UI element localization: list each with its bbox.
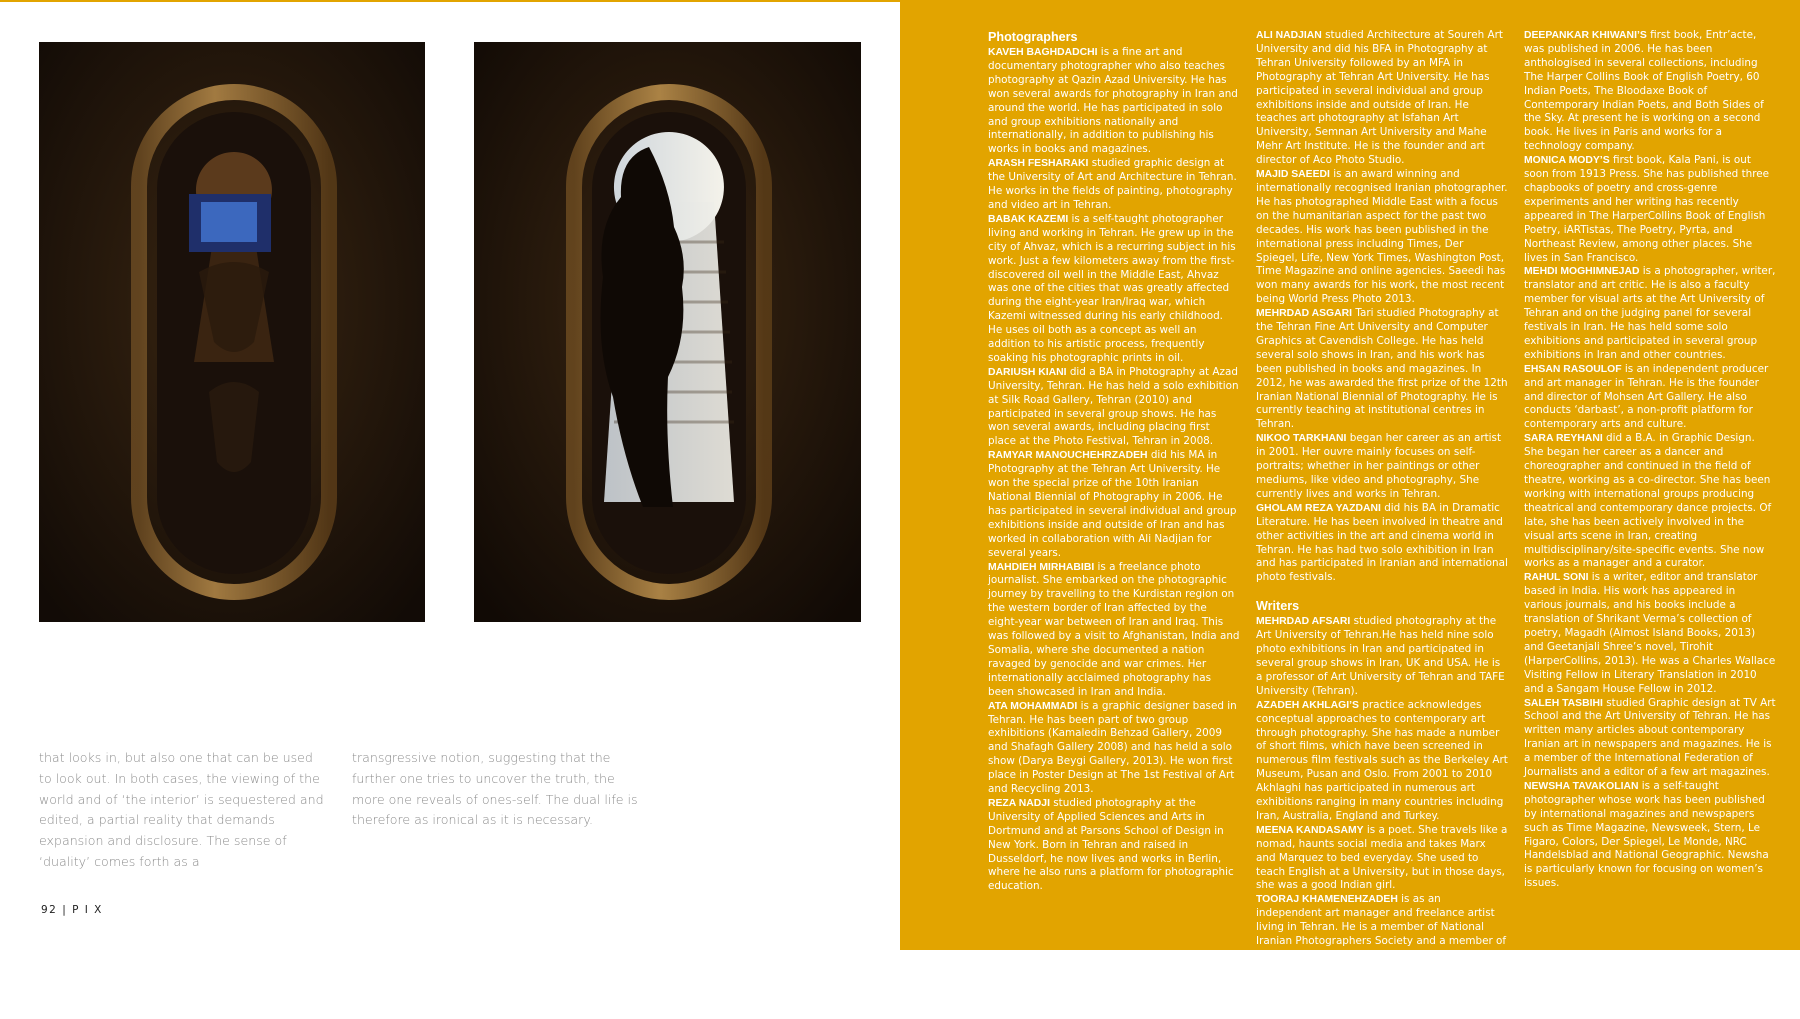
bio-name: MEHRDAD AFSARI: [1256, 616, 1351, 628]
bio-text: did his BA in Dramatic Literature. He has been involved in theatre and other activities in the art and cinema world in Tehran. He has had two solo exhibition in Iran and has participated in Iranian and international photo festivals.: [1256, 501, 1508, 584]
bio-entry: [1256, 168, 1508, 307]
caption-column-1: that looks in, but also one that can be used to look out. In both cases, the viewing of the world and of ‘the interior’ is sequestered and edited, a partial reality that demands expansion and disclosure. The sense of ‘duality’ comes forth as a: [39, 750, 324, 869]
bio-entry: [1256, 432, 1508, 502]
bio-name: RAMYAR MANOUCHEHRZADEH: [988, 450, 1148, 462]
bio-entry: [1524, 571, 1776, 696]
bio-text: studied Graphic design at TV Art School and the Art University of Tehran. He has written many articles about contemporary Iranian art in newspapers and magazines. He is a member of the International Federation of Journalists and a editor of a few art magazines.: [1524, 696, 1776, 779]
bio-name: NIKOO TARKHANI: [1256, 433, 1347, 445]
bio-text: is a photographer, writer, translator and art critic. He is also a faculty member for visual arts at the Art University of Tehran and on the judging panel for several festivals in Iran. He has held some solo exhibitions and participated in several group exhibitions in Iran and other countries.: [1524, 265, 1776, 361]
bio-entry: [988, 46, 1240, 157]
bio-text: is a self-taught photographer living and working in Tehran. He grew up in the city of Ahvaz, which is a recurring subject in his work. Just a few kilometers away from the first-discovered oil well in the Middle East, Ahvaz was one of the cities that was greatly affected during the eight-year Iran/Iraq war, which Kazemi witnessed during his early childhood. He uses oil both as a concept as well an addition to his artistic process, frequently soaking his photographic prints in oil.: [988, 212, 1236, 364]
bio-name: EHSAN RASOULOF: [1524, 363, 1622, 375]
bio-entry: [988, 213, 1240, 366]
bio-name: KAVEH BAGHDADCHI: [988, 47, 1098, 58]
bio-name: BABAK KAZEMI: [988, 213, 1069, 225]
right-page: [900, 0, 1800, 1017]
bio-entry: [988, 366, 1240, 449]
bio-entry: [1524, 154, 1776, 265]
keyhole-television-image: [39, 42, 425, 622]
bio-text: is a fine art and documentary photographer who also teaches photography at Qazin Azad University. He has won several awards for photography in Iran and around the world. He has participated in solo and group exhibitions nationally and internationally, in addition to publishing his works in books and magazines.: [988, 46, 1238, 156]
bio-text: is a poet. She travels like a nomad, haunts social media and takes Marx and Marquez to bed everyday. She used to teach English at a University, but in those days, she was a good Indian girl.: [1256, 823, 1508, 892]
bio-name: SALEH TASBIHI: [1524, 697, 1603, 709]
bio-name: MEHRDAD ASGARI: [1256, 308, 1353, 320]
photo-keyhole-television: [39, 42, 425, 622]
bio-text: did a BA in Photography at Azad University, Tehran. He has held a solo exhibition at Silk Road Gallery, Tehran (2010) and participated in several group shows. He has won several awards, including placing first place at the Photo Festival, Tehran in 2008.: [988, 365, 1239, 448]
bio-text: studied graphic design at the University of Art and Architecture in Tehran. He works in the fields of painting, photography and video art in Tehran.: [988, 157, 1237, 211]
bio-name: MAHDIEH MIRHABIBI: [988, 561, 1095, 573]
bio-column-1: [988, 29, 1240, 894]
bio-text: is an independent producer and art manager in Tehran. He is the founder and director of Mohsen Art Gallery. He also conducts ‘darbast’, a non-profit platform for contemporary arts and culture.: [1524, 362, 1769, 431]
bio-text: did a B.A. in Graphic Design. She began her career as a dancer and choreographer and continued in the field of theatre, working as a co-director. She has been working with international groups producing theatrical and contemporary dance projects. Of late, she has been actively involved in the visual arts scene in Iran, creating multidisciplinary/site-specific events. She now works as a manager and a curator.: [1524, 432, 1772, 570]
bio-name: REZA NADJI: [988, 797, 1050, 809]
bio-name: MAJID SAEEDI: [1256, 169, 1330, 181]
bio-entry: [1256, 824, 1508, 894]
page-folio: 92 | P I X: [41, 904, 103, 916]
bio-entry: [1256, 502, 1508, 585]
bio-name: RAHUL SONI: [1524, 572, 1589, 584]
bio-entry: [1524, 780, 1776, 891]
bio-column-3: [1524, 29, 1776, 891]
bio-name: TOORAJ KHAMENEHZADEH: [1256, 894, 1398, 906]
bio-name: AZADEH AKHLAGI’S: [1256, 699, 1359, 711]
bio-name: SARA REYHANI: [1524, 433, 1603, 445]
bio-entry: [1524, 697, 1776, 780]
bio-text: studied photography at the Art University of Tehran.He has held nine solo photo exhibitions in Iran and participated in several group shows in Iran, UK and USA. He is a professor of Art University of Tehran and TAFE University (Tehran).: [1256, 615, 1505, 697]
bio-text: Tari studied Photography at the Tehran Fine Art University and Computer Graphics at Cavendish College. He has held several solo shows in Iran, and his work has been published in books and magazines. In 2012, he was awarded the first prize of the 12th Iranian National Biennial of Photography. He is currently teaching at institutional centres in Tehran.: [1256, 307, 1508, 431]
keyhole-woman-image: [474, 42, 861, 622]
bio-entry: [988, 797, 1240, 894]
bio-name: DEEPANKAR KHIWANI’S: [1524, 30, 1647, 41]
writers-heading: Writers: [1256, 599, 1300, 614]
bio-entry: [1256, 699, 1508, 824]
bio-text: first book, Kala Pani, is out soon from 1913 Press. She has published three chapbooks of poetry and cross-genre experiments and her writing has recently appeared in The HarperCollins Book of English Poetry, iARTistas, The Poetry, Pyrta, and Northeast Review, among other places. She lives in San Francisco.: [1524, 154, 1770, 264]
bio-text: is a writer, editor and translator based in India. His work has appeared in various journals, and his books include a translation of Shrikant Verma’s collection of poetry, Magadh (Almost Island Books, 2013) and Geetanjali Shree’s novel, Tirohit (HarperCollins, 2013). He was a Charles Wallace Visiting Fellow in Literary Translation in 2010 and a Sangam House Fellow in 2012.: [1524, 571, 1776, 695]
bio-text: began her career as an artist in 2001. Her ouvre mainly focuses on self-portraits; whether in her paintings or other mediums, like video and photography, She currently lives and works in Tehran.: [1256, 432, 1502, 500]
bio-text: practice acknowledges conceptual approaches to contemporary art through photography. She has made a number of short films, which have been screened in numerous film festivals such as the Berkeley Art Museum, Pusan and Oslo. From 2001 to 2010 Akhlaghi has participated in numerous art exhibitions ranging in many countries including Iran, Australia, England and Turkey.: [1256, 698, 1508, 822]
bio-entry: [988, 157, 1240, 213]
bio-text: is a graphic designer based in Tehran. He has been part of two group exhibitions (Kamaledin Behzad Gallery, 2009 and Shafagh Gallery 2008) and has held a solo show (Darya Beygi Gallery, 2013). He won first place in Poster Design at The 1st Festival of Art and Recycling 2013.: [988, 699, 1237, 796]
bio-name: MEHDI MOGHIMNEJAD: [1524, 266, 1640, 278]
bio-entry: [1524, 363, 1776, 433]
left-page: [0, 0, 900, 950]
bio-name: DARIUSH KIANI: [988, 366, 1067, 378]
bio-entry: [1256, 893, 1508, 1018]
bio-name: MONICA MODY’S: [1524, 155, 1610, 167]
bio-text: studied Architecture at Soureh Art University and did his BFA in Photography at Tehran University followed by an MFA in Photography at Tehran Art University. He has participated in several individual and group exhibitions inside and outside of Iran. He teaches art photography at Isfahan Art University, Semnan Art University and Mahe Mehr Art Institute. He is the founder and art director of Aco Photo Studio.: [1256, 29, 1503, 167]
bio-text: did his MA in Photography at the Tehran Art University. He won the special prize of the 10th Iranian National Biennial of Photography in 2006. He has participated in several individual and group exhibitions inside and outside of Iran and has worked in collaboration with Ali Nadjian for several years.: [988, 449, 1237, 559]
bio-entry: [1256, 29, 1508, 168]
bio-name: ALI NADJIAN: [1256, 30, 1322, 41]
bio-name: NEWSHA TAVAKOLIAN: [1524, 780, 1639, 792]
bio-name: ATA MOHAMMADI: [988, 700, 1078, 712]
bio-text: is as an independent art manager and freelance artist living in Tehran. He is a member of National Iranian Photographers Society and a member of Qazvin Photographers Group. Tooraj is Coordinator of Rybon Art Center which is currently one of the most active institutes in international residency and workshop programs in Iran.: [1256, 893, 1507, 1017]
bio-name: ARASH FESHARAKI: [988, 158, 1089, 170]
bio-entry: [988, 700, 1240, 797]
bio-entry: [1256, 615, 1508, 698]
bio-entry: [1256, 307, 1508, 432]
bio-text: studied photography at the University of Applied Sciences and Arts in Dortmund and at Parsons School of Design in New York. Born in Tehran and raised in Dusseldorf, he now lives and works in Berlin, where he also runs a platform for photographic education.: [988, 796, 1234, 893]
bio-entry: [1524, 29, 1776, 154]
caption-column-2: transgressive notion, suggesting that the further one tries to uncover the truth, the more one reveals of ones-self. The dual life is therefore as ironical as it is necessary.: [352, 750, 638, 828]
bio-entry: [988, 561, 1240, 700]
bio-name: MEENA KANDASAMY: [1256, 824, 1364, 836]
bio-text: first book, Entr’acte, was published in 2006. He has been anthologised in several collections, including The Harper Collins Book of English Poetry, 60 Indian Poets, The Bloodaxe Book of Contemporary Indian Poets, and Both Sides of the Sky. At present he is working on a second book. He lives in Paris and works for a technology company.: [1524, 29, 1764, 153]
bio-column-2: [1256, 29, 1508, 1019]
bio-name: GHOLAM REZA YAZDANI: [1256, 502, 1381, 514]
bio-text: is a self-taught photographer whose work has been published by international magazines and newspapers such as Time Magazine, Newsweek, Stern, Le Figaro, Colors, Der Spiegel, Le Monde, NRC Handelsblad and National Geographic. Newsha is particularly known for focusing on women’s issues.: [1524, 779, 1769, 890]
bio-entry: [1524, 432, 1776, 571]
photographers-heading: Photographers: [988, 30, 1078, 44]
photo-keyhole-woman: [474, 42, 861, 622]
bio-text: is a freelance photo journalist. She embarked on the photographic journey by travelling to the Kurdistan region on the western border of Iran affected by the eight-year war between of Iran and Iraq. This was followed by a visit to Afghanistan, India and Somalia, where she documented a nation ravaged by genocide and war crimes. Her internationally acclaimed photography has been showcased in Iran and India.: [988, 560, 1240, 698]
bio-entry: [1524, 265, 1776, 362]
bio-entry: [988, 449, 1240, 560]
bio-text: is an award winning and internationally recognised Iranian photographer. He has photographed Middle East with a focus on the humanitarian aspect for the past two decades. His work has been published in the international press including Times, Der Spiegel, Life, New York Times, Washington Post, Time Magazine and online agencies. Saeedi has won many awards for his work, the most recent being World Press Photo 2013.: [1256, 168, 1508, 306]
